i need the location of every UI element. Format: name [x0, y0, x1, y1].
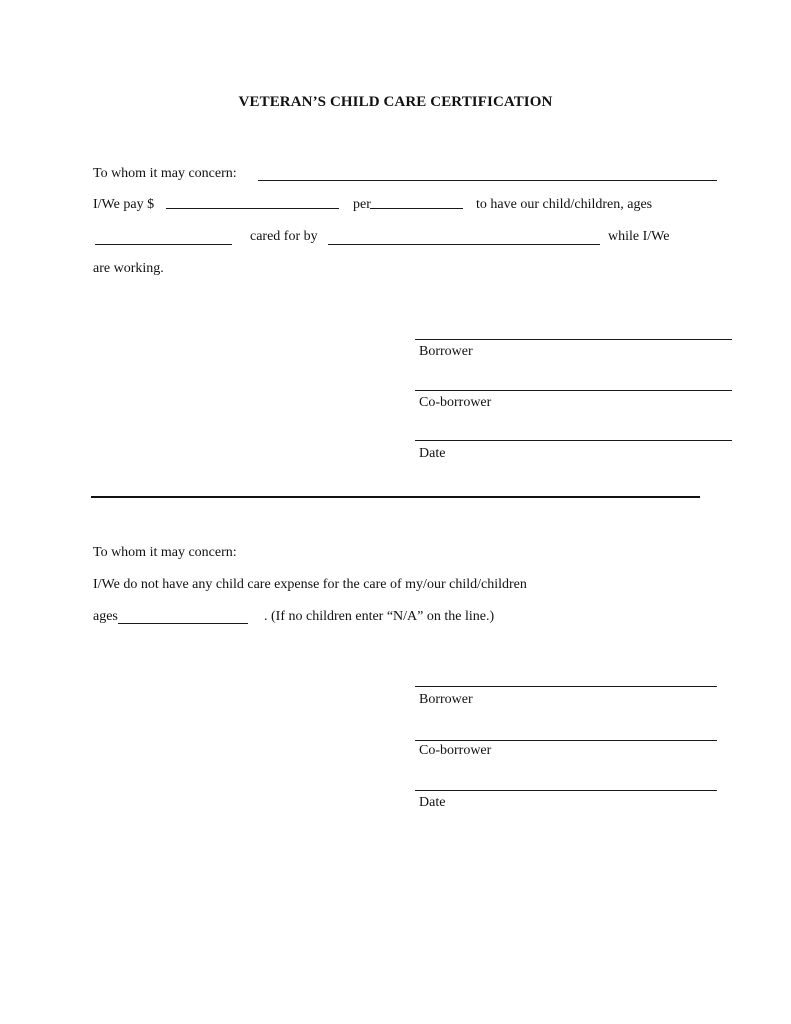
na-instruction: . (If no children enter “N/A” on the line.) [264, 609, 495, 624]
are-working-text: are working. [93, 261, 164, 276]
borrower-signature-line[interactable] [415, 339, 732, 340]
to-have-children-text: to have our child/children, ages [476, 197, 653, 212]
pay-amount-line[interactable] [166, 208, 339, 209]
salutation: To whom it may concern: [93, 545, 237, 560]
per-period-line[interactable] [370, 208, 463, 209]
ages-label: ages [93, 609, 118, 624]
date-label: Date [419, 795, 446, 810]
co-borrower-signature-line[interactable] [415, 390, 732, 391]
co-borrower-signature-line[interactable] [415, 740, 717, 741]
ages-entry-line[interactable] [118, 623, 248, 624]
per-label: per [353, 197, 371, 212]
date-signature-line[interactable] [415, 790, 717, 791]
salutation: To whom it may concern: [93, 166, 237, 181]
borrower-label: Borrower [419, 344, 473, 359]
while-working-text: while I/We [608, 229, 670, 244]
borrower-label: Borrower [419, 692, 473, 707]
date-label: Date [419, 446, 446, 461]
caregiver-name-line[interactable] [328, 244, 600, 245]
date-signature-line[interactable] [415, 440, 732, 441]
children-ages-line[interactable] [95, 244, 232, 245]
cared-for-by-label: cared for by [250, 229, 318, 244]
co-borrower-label: Co-borrower [419, 743, 492, 758]
borrower-signature-line[interactable] [415, 686, 717, 687]
concern-blank-line[interactable] [258, 180, 717, 181]
page-title: VETERAN’S CHILD CARE CERTIFICATION [238, 94, 553, 110]
co-borrower-label: Co-borrower [419, 395, 492, 410]
pay-prefix-label: I/We pay $ [93, 197, 155, 212]
no-expense-statement: I/We do not have any child care expense for the care of my/our child/children [93, 577, 527, 592]
section-divider [91, 496, 700, 498]
